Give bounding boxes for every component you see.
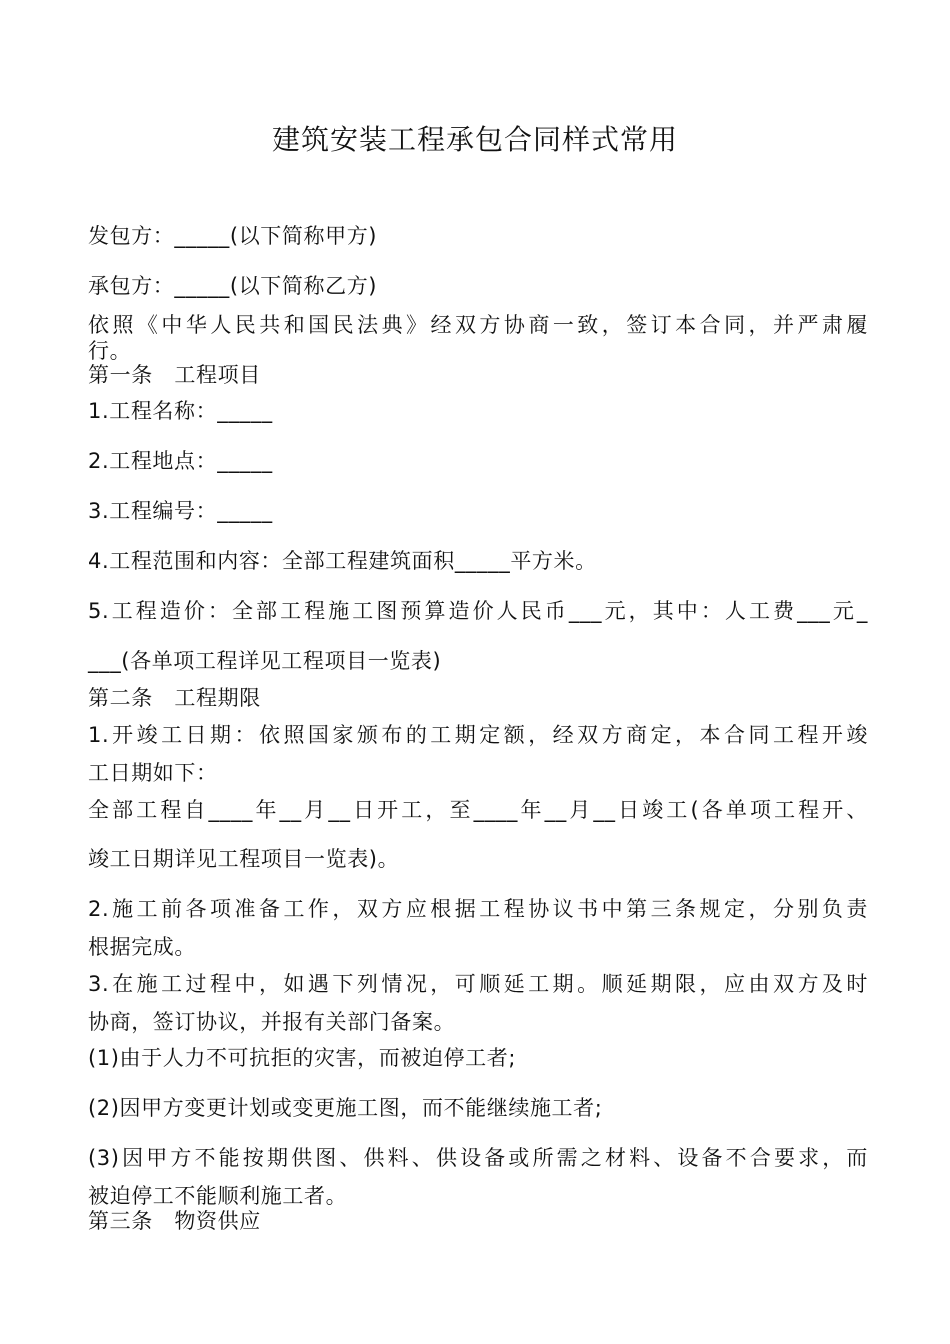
schedule-line-1: 1.开竣工日期：依照国家颁布的工期定额，经双方商定，本合同工程开竣 (88, 723, 868, 747)
article-1-heading: 第一条 工程项目 (88, 363, 261, 387)
party-b-line: 承包方：_____(以下简称乙方) (88, 274, 378, 298)
schedule-line-2: 工日期如下： (88, 761, 218, 785)
project-cost-line-1: 5.工程造价：全部工程施工图预算造价人民币___元，其中：人工费___元_ (88, 599, 868, 623)
project-name-line: 1.工程名称：_____ (88, 399, 273, 423)
preamble-line-2: 行。 (88, 339, 132, 363)
party-a-line: 发包方：_____(以下简称甲方) (88, 224, 378, 248)
extension-case-3-line-2: 被迫停工不能顺利施工者。 (88, 1184, 348, 1208)
extension-line-1: 3.在施工过程中，如遇下列情况，可顺延工期。顺延期限，应由双方及时 (88, 972, 868, 996)
extension-case-2: (2)因甲方变更计划或变更施工图，而不能继续施工者; (88, 1096, 603, 1120)
extension-case-1: (1)由于人力不可抗拒的灾害，而被迫停工者; (88, 1046, 517, 1070)
preparation-line-1: 2.施工前各项准备工作，双方应根据工程协议书中第三条规定，分别负责 (88, 897, 868, 921)
preparation-line-2: 根据完成。 (88, 935, 196, 959)
article-2-heading: 第二条 工程期限 (88, 686, 261, 710)
project-scope-line: 4.工程范围和内容：全部工程建筑面积_____平方米。 (88, 549, 597, 573)
schedule-dates-line-1: 全部工程自____年__月__日开工，至____年__月__日竣工(各单项工程开、 (88, 798, 868, 822)
extension-case-3-line-1: (3)因甲方不能按期供图、供料、供设备或所需之材料、设备不合要求，而 (88, 1146, 868, 1170)
extension-line-2: 协商，签订协议，并报有关部门备案。 (88, 1010, 456, 1034)
schedule-dates-line-2: 竣工日期详见工程项目一览表)。 (88, 847, 400, 871)
preamble-line-1: 依照《中华人民共和国民法典》经双方协商一致，签订本合同，并严肃履 (88, 313, 868, 337)
project-number-line: 3.工程编号：_____ (88, 499, 273, 523)
project-location-line: 2.工程地点：_____ (88, 449, 273, 473)
article-3-heading: 第三条 物资供应 (88, 1209, 261, 1233)
project-cost-line-2: ___(各单项工程详见工程项目一览表) (88, 649, 442, 673)
document-title: 建筑安装工程承包合同样式常用 (271, 123, 678, 156)
